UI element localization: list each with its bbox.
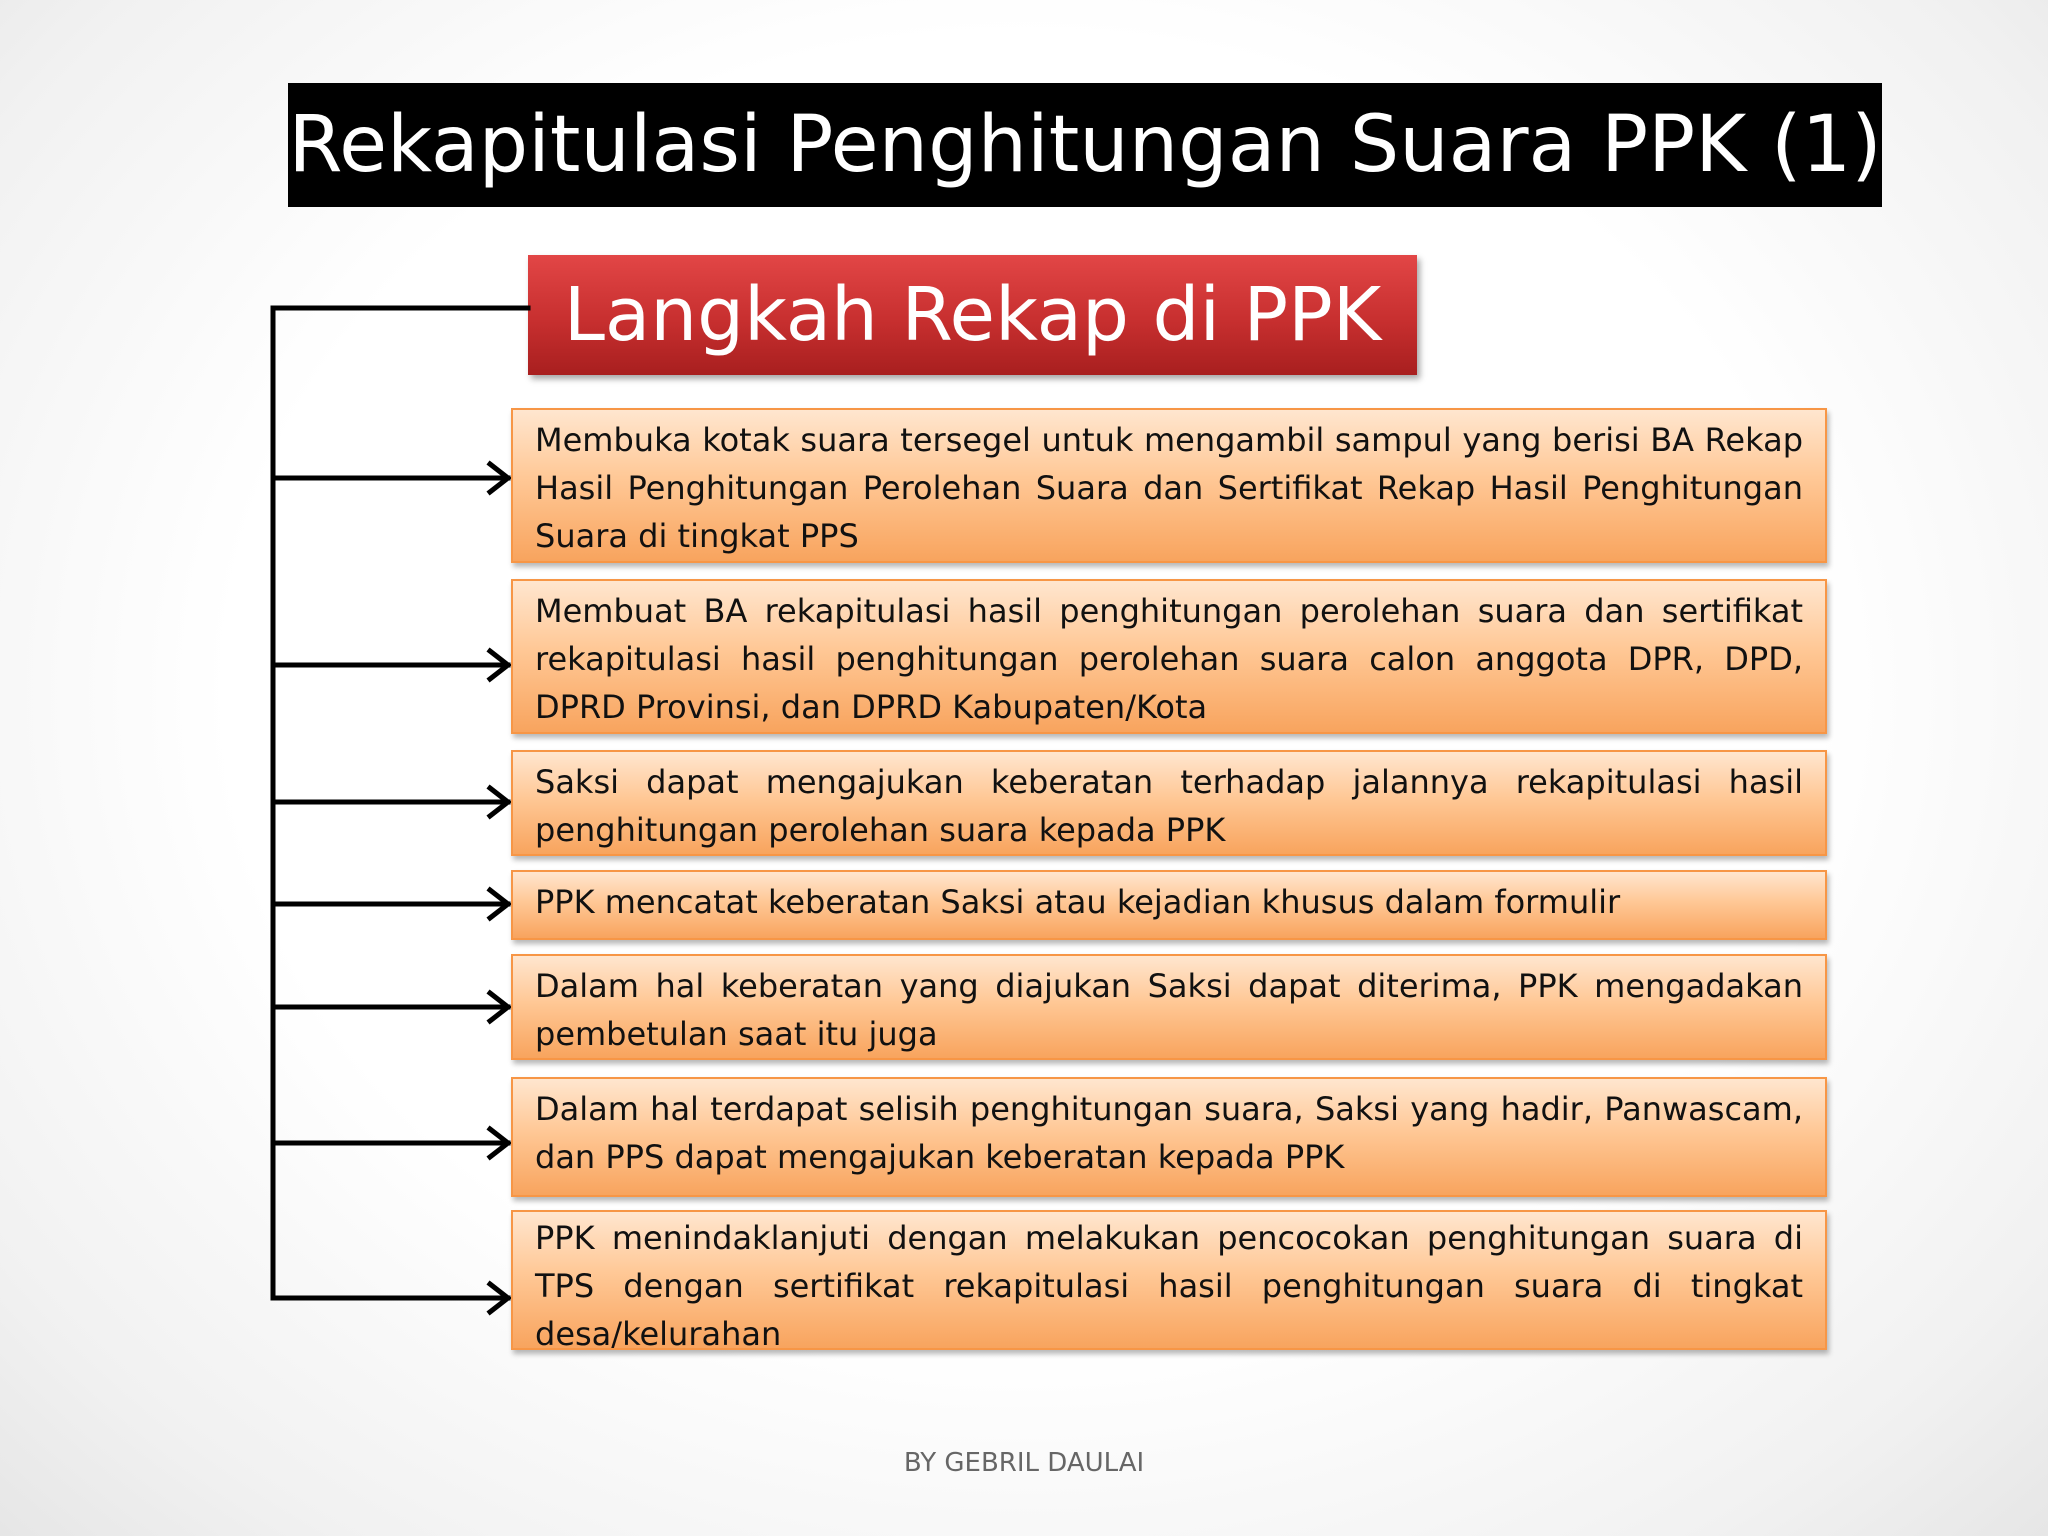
step-text-3: Saksi dapat mengajukan keberatan terhadap jalannya rekapitulasi hasil penghitungan perolehan suara kepada PPK — [535, 763, 1803, 849]
step-box-2 — [511, 579, 1827, 734]
step-text-7: PPK menindaklanjuti dengan melakukan pencocokan penghitungan suara di TPS dengan sertifikat rekapitulasi hasil penghitungan suara di tingkat desa/kelurahan — [535, 1219, 1803, 1353]
connector-arrowhead-5 — [490, 993, 508, 1021]
connector-arrowhead-1 — [490, 464, 508, 492]
footer-credit: BY GEBRIL DAULAI — [903, 1448, 1145, 1478]
section-heading-box — [528, 255, 1417, 375]
step-text-6: Dalam hal terdapat selisih penghitungan suara, Saksi yang hadir, Panwascam, dan PPS dapat mengajukan keberatan kepada PPK — [535, 1090, 1803, 1176]
connector-arrowhead-3 — [490, 788, 508, 816]
step-text-2: Membuat BA rekapitulasi hasil penghitungan perolehan suara dan sertifikat rekapitulasi hasil penghitungan perolehan suara calon anggota DPR, DPD, DPRD Provinsi, dan DPRD Kabupaten/Kota — [535, 592, 1803, 726]
section-heading: Langkah Rekap di PPK — [563, 272, 1382, 358]
step-text-4: PPK mencatat keberatan Saksi atau kejadian khusus dalam formulir — [535, 883, 1621, 921]
step-box-3 — [511, 750, 1827, 856]
step-box-6 — [511, 1077, 1827, 1197]
step-box-1 — [511, 408, 1827, 563]
connector-arrowhead-6 — [490, 1129, 508, 1157]
connector-arrowhead-2 — [490, 651, 508, 679]
step-box-7 — [511, 1210, 1827, 1353]
connector-arrowhead-7 — [490, 1284, 508, 1312]
step-box-4 — [511, 870, 1827, 940]
connector-arrowhead-4 — [490, 890, 508, 918]
step-text-1: Membuka kotak suara tersegel untuk mengambil sampul yang berisi BA Rekap Hasil Penghitungan Perolehan Suara dan Sertifikat Rekap Hasil Penghitungan Suara di tingkat PPS — [535, 421, 1803, 555]
step-text-5: Dalam hal keberatan yang diajukan Saksi dapat diterima, PPK mengadakan pembetulan saat itu juga — [535, 967, 1803, 1053]
title-bar — [288, 83, 1882, 207]
page-title: Rekapitulasi Penghitungan Suara PPK (1) — [288, 100, 1882, 190]
step-box-5 — [511, 954, 1827, 1060]
